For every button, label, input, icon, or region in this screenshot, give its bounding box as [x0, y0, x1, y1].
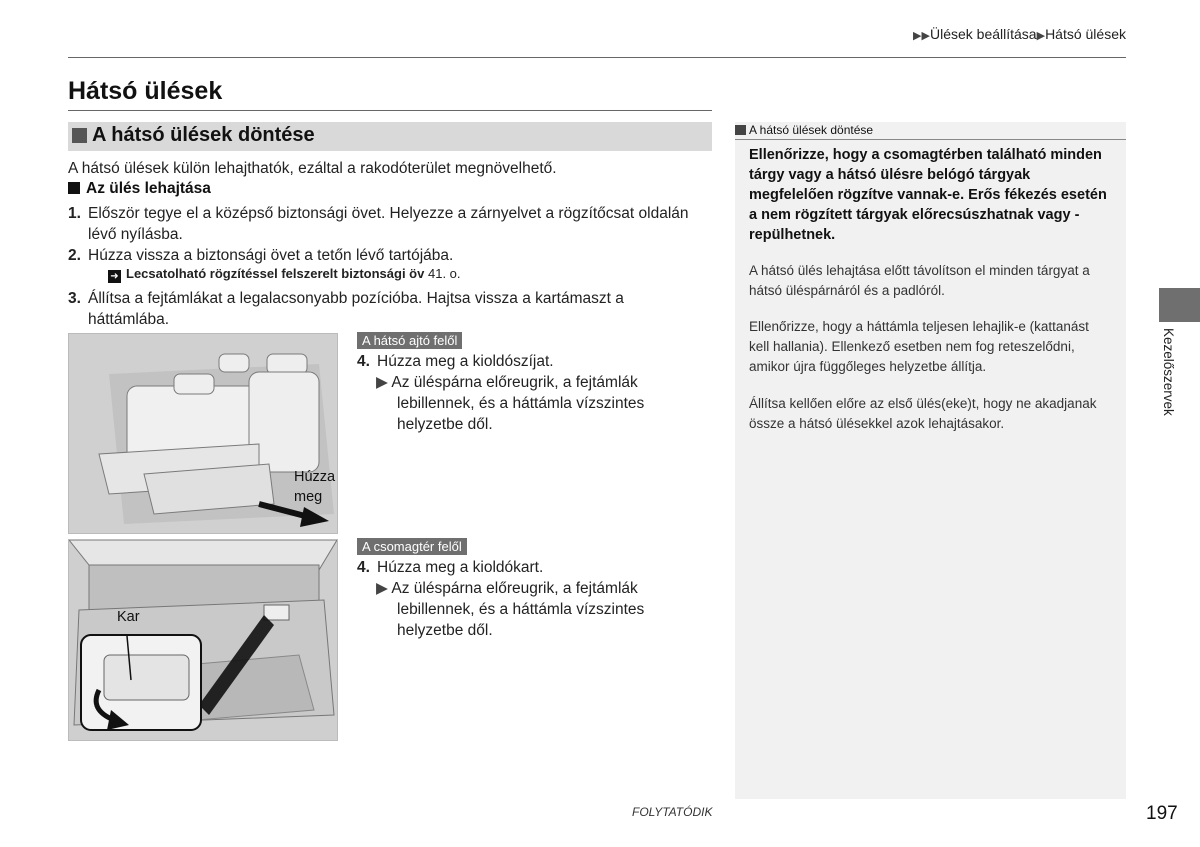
- step-3: [68, 288, 713, 330]
- panel1-tag: A hátsó ajtó felől: [357, 332, 462, 350]
- note-1: [749, 261, 1090, 301]
- warning-text: [749, 145, 1107, 245]
- note-line: A hátsó ülés lehajtása előtt távolítson el minden tárgyat a: [749, 263, 1090, 278]
- double-triangle-icon: ▶▶: [913, 30, 930, 42]
- title-rule: [68, 110, 712, 111]
- breadcrumb-item-1[interactable]: Ülések beállítása: [929, 26, 1037, 42]
- pull-label-line-2: meg: [294, 489, 323, 505]
- chapter-tab-label[interactable]: Kezelőszervek: [1161, 328, 1176, 416]
- cargo-drawing: [69, 540, 337, 740]
- lever-label: Kar: [117, 609, 140, 625]
- panel2-result: [376, 578, 644, 641]
- rear-seat-illustration: [68, 333, 338, 534]
- result-line: helyzetbe dől.: [397, 416, 493, 433]
- triangle-icon: ▶: [1036, 30, 1046, 42]
- result-line: Az üléspárna előreugrik, a fejtámlák: [391, 374, 638, 391]
- step-number: 1.: [68, 205, 81, 222]
- step-text: Először tegye el a középső biztonsági övet. Helyezze a zárnyelvet a rögzítőcsat oldalán: [88, 205, 689, 222]
- subheading-text: Az ülés lehajtása: [86, 180, 211, 197]
- panel2-step: [357, 557, 543, 578]
- note-line: össze a hátsó ülésekkel azok lehajtásakor.: [749, 416, 1005, 431]
- step-number: 4.: [357, 353, 370, 370]
- header-rule: [68, 57, 1126, 58]
- reference-page: 41. o.: [427, 266, 461, 281]
- sidebar-panel: [735, 122, 1126, 799]
- step-text: Húzza meg a kioldószíjat.: [377, 353, 554, 370]
- pull-label-line-1: Húzza: [294, 469, 336, 485]
- square-bullet-icon: [68, 182, 80, 194]
- step-2: [68, 245, 453, 266]
- warning-line: a nem rögzített tárgyak előrecsúszhatnak vagy -: [749, 207, 1080, 223]
- panel2-tag: A csomagtér felől: [357, 538, 467, 556]
- note-2: [749, 317, 1089, 377]
- cross-reference[interactable]: [108, 266, 461, 283]
- step-1: [68, 203, 713, 245]
- sidebar-ref-icon: [735, 125, 746, 135]
- subheading: [68, 180, 211, 198]
- warning-line: Ellenőrizze, hogy a csomagtérben található minden: [749, 147, 1102, 163]
- page-title: Hátsó ülések: [68, 77, 223, 105]
- result-line: Az üléspárna előreugrik, a fejtámlák: [391, 580, 638, 597]
- result-line: lebillennek, és a háttámla vízszintes: [397, 601, 645, 618]
- step-text: Húzza vissza a biztonsági övet a tetőn lévő tartójába.: [88, 247, 454, 264]
- result-arrow-icon: ▶: [376, 374, 392, 391]
- note-line: Ellenőrizze, hogy a háttámla teljesen lehajlik-e (kattanást: [749, 319, 1089, 334]
- note-3: [749, 394, 1096, 434]
- section-title: A hátsó ülések döntése: [92, 124, 315, 146]
- step-number: 2.: [68, 247, 81, 264]
- panel1-result: [376, 372, 644, 435]
- cargo-lever-illustration: [68, 539, 338, 741]
- breadcrumb-item-2[interactable]: Hátsó ülések: [1045, 26, 1126, 42]
- chapter-tab[interactable]: [1159, 288, 1200, 322]
- page-number: 197: [1146, 803, 1178, 824]
- sidebar-heading-text: A hátsó ülések döntése: [749, 123, 874, 137]
- note-line: kell hallania). Ellenkező esetben nem fog reteszelődni,: [749, 339, 1075, 354]
- result-line: lebillennek, és a háttámla vízszintes: [397, 395, 645, 412]
- section-header: [68, 122, 712, 151]
- reference-title[interactable]: Lecsatolható rögzítéssel felszerelt biztonsági öv: [126, 266, 425, 281]
- step-number: 3.: [68, 290, 81, 307]
- square-bullet-icon: [72, 128, 87, 143]
- reference-arrow-icon: ➜: [108, 270, 121, 283]
- intro-text: A hátsó ülések külön lehajthatók, ezáltal a rakodóterület megnövelhető.: [68, 160, 557, 177]
- note-line: Állítsa kellően előre az első ülés(eke)t, hogy ne akadjanak: [749, 396, 1097, 411]
- step-text-cont: lévő nyílásba.: [88, 226, 183, 243]
- sidebar-heading: [735, 122, 1126, 140]
- result-line: helyzetbe dől.: [397, 622, 493, 639]
- pull-arrow-icon: [254, 499, 334, 529]
- warning-line: megfelelően rögzítve vannak-e. Erős fékezés esetén: [749, 187, 1107, 203]
- result-arrow-icon: ▶: [376, 580, 392, 597]
- note-line: hátsó üléspárnáról és a padlóról.: [749, 283, 945, 298]
- step-text: Húzza meg a kioldókart.: [377, 559, 544, 576]
- note-line: amikor újra függőleges helyzetbe állítja.: [749, 359, 987, 374]
- step-text-cont: háttámlába.: [88, 311, 169, 328]
- panel1-step: [357, 351, 554, 372]
- step-text: Állítsa a fejtámlákat a legalacsonyabb pozícióba. Hajtsa vissza a kartámaszt a: [88, 290, 624, 307]
- step-number: 4.: [357, 559, 370, 576]
- breadcrumb: [913, 26, 1126, 42]
- continue-label: FOLYTATÓDIK: [632, 805, 713, 819]
- warning-line: repülhetnek.: [749, 227, 836, 243]
- warning-line: tárgy vagy a hátsó ülésre belógó tárgyak: [749, 167, 1031, 183]
